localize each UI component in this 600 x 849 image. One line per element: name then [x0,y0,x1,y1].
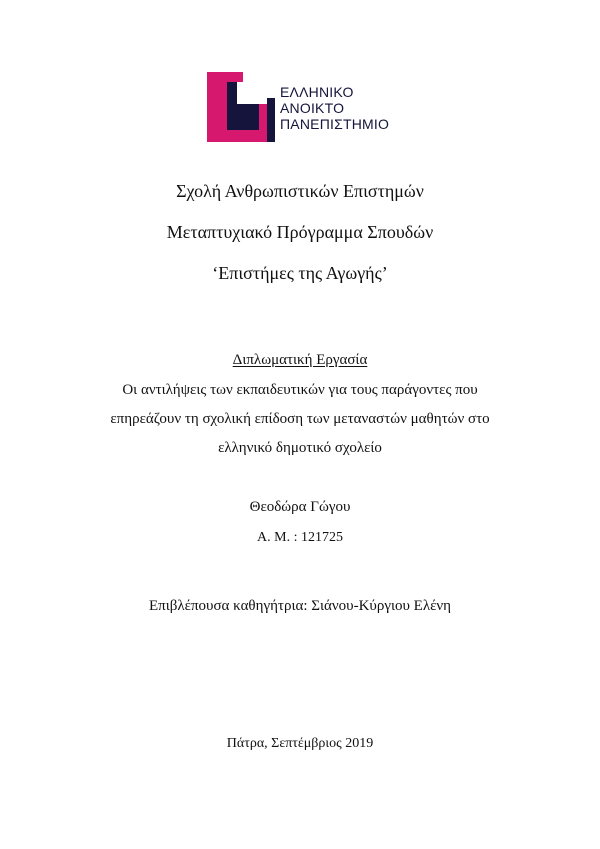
university-logo-text [280,84,389,132]
logo-text-line-1: ΕΛΛΗΝΙΚΟ [280,84,354,100]
logo-text-line-3: ΠΑΝΕΠΙΣΤΗΜΙΟ [280,116,390,132]
thesis-title-line-2: επηρεάζουν τη σχολική επίδοση των μεταναστών μαθητών στο [110,411,490,427]
thesis-title-line-1: Οι αντιλήψεις των εκπαιδευτικών για τους παράγοντες που [122,382,478,398]
student-id: Α. Μ. : 121725 [257,530,343,545]
logo-text-line-2: ΑΝΟΙΚΤΟ [280,100,345,116]
document-type: Διπλωματική Εργασία [232,352,368,368]
place-and-date: Πάτρα, Σεπτέμβριος 2019 [226,736,374,751]
thesis-title-line-3: ελληνικό δημοτικό σχολείο [218,440,382,456]
program-name: Μεταπτυχιακό Πρόγραμμα Σπουδών [166,222,434,242]
university-logo-mark-icon [207,70,277,142]
school-name: Σχολή Ανθρωπιστικών Επιστημών [176,181,424,201]
author-name: Θεοδώρα Γώγου [249,499,351,515]
specialty-name: ‘Επιστήμες της Αγωγής’ [212,263,388,283]
supervisor: Επιβλέπουσα καθηγήτρια: Σιάνου-Κύργιου Ελένη [148,598,452,614]
university-logo [207,70,397,142]
